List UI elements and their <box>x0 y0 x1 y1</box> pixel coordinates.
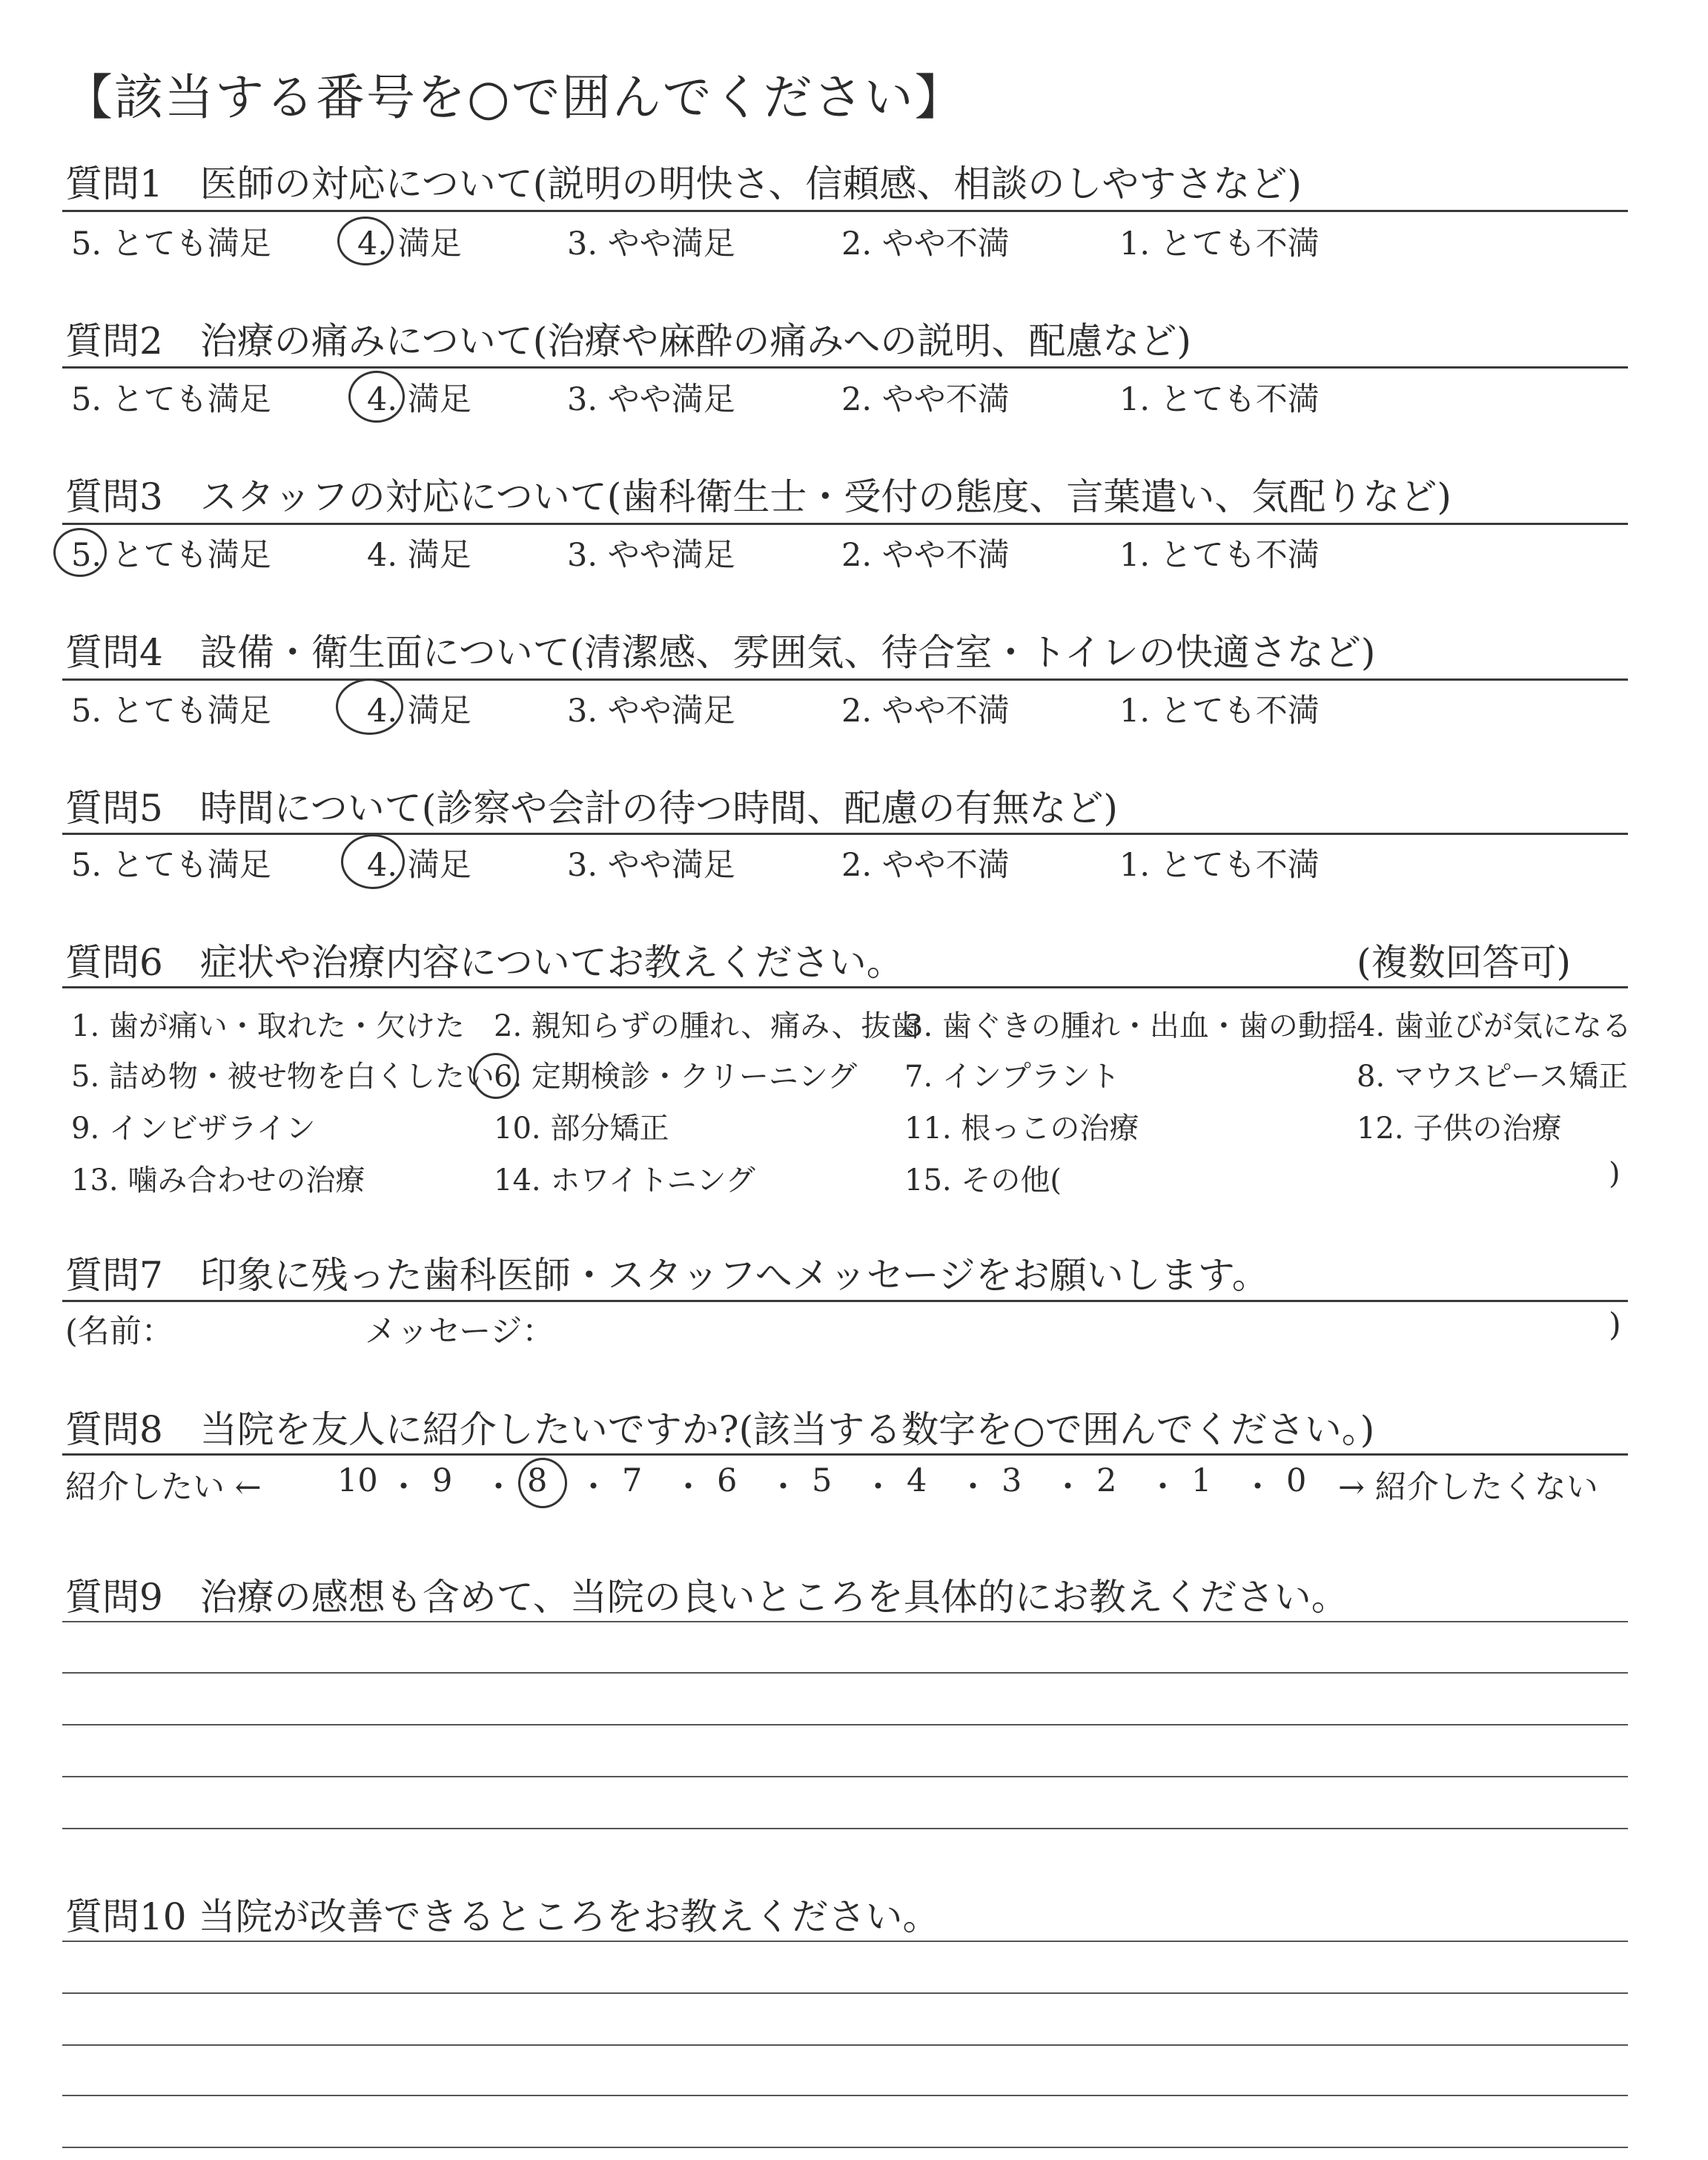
q8-scale-0[interactable]: 0 <box>1286 1462 1307 1499</box>
question-6-rule <box>62 986 1628 988</box>
q6-option-5[interactable]: 5. 詰め物・被せ物を白くしたい <box>71 1060 494 1094</box>
q8-scale-separator: ・ <box>577 1469 609 1506</box>
question-3-rule <box>62 523 1628 525</box>
q7-close-paren: ) <box>1609 1307 1621 1344</box>
q1-option-1[interactable]: 1. とても不満 <box>1119 225 1320 262</box>
q7-name-label[interactable]: (名前： <box>65 1313 173 1350</box>
q3-option-1[interactable]: 1. とても不満 <box>1119 537 1320 574</box>
question-3-heading: 質問3 スタッフの対応について(歯科衛生士・受付の態度、言葉遣い、気配りなど) <box>65 475 1452 518</box>
question-10-heading: 質問10 当院が改善できるところをお教えください。 <box>65 1895 940 1938</box>
question-8-rule <box>62 1453 1628 1456</box>
q6-option-14[interactable]: 14. ホワイトニング <box>494 1163 755 1198</box>
q1-option-5[interactable]: 5. とても満足 <box>71 225 271 262</box>
q10-line-1[interactable] <box>62 1941 1628 1942</box>
q5-option-4[interactable]: 4. 満足 <box>367 847 471 884</box>
q6-option-12[interactable]: 12. 子供の治療 <box>1357 1112 1562 1146</box>
question-7-heading: 質問7 印象に残った歯科医師・スタッフへメッセージをお願いします。 <box>65 1254 1269 1297</box>
q4-answer-circle <box>336 678 403 735</box>
question-9-heading: 質問9 治療の感想も含めて、当院の良いところを具体的にお教えください。 <box>65 1576 1348 1619</box>
q6-option-7[interactable]: 7. インプラント <box>904 1060 1120 1094</box>
question-8-heading: 質問8 当院を友人に紹介したいですか?(該当する数字を○で囲んでください。) <box>65 1408 1375 1451</box>
q4-option-1[interactable]: 1. とても不満 <box>1119 693 1320 730</box>
q8-scale-3[interactable]: 3 <box>1002 1462 1022 1499</box>
q1-option-4[interactable]: 4. 満足 <box>357 225 462 262</box>
q8-scale-6[interactable]: 6 <box>717 1462 738 1499</box>
q4-option-2[interactable]: 2. やや不満 <box>841 693 1010 730</box>
question-1-heading: 質問1 医師の対応について(説明の明快さ、信頼感、相談のしやすさなど) <box>65 162 1302 205</box>
q3-option-3[interactable]: 3. やや満足 <box>567 537 735 574</box>
q10-line-2[interactable] <box>62 1992 1628 1994</box>
q5-answer-circle <box>341 834 405 889</box>
q2-option-3[interactable]: 3. やや満足 <box>567 381 735 418</box>
q6-option-1[interactable]: 1. 歯が痛い・取れた・欠けた <box>71 1009 465 1043</box>
q6-option-15[interactable]: 15. その他( <box>904 1163 1062 1198</box>
q9-line-4[interactable] <box>62 1776 1628 1777</box>
q8-scale-1[interactable]: 1 <box>1191 1462 1212 1499</box>
q1-option-3[interactable]: 3. やや満足 <box>567 225 735 262</box>
q8-scale-2[interactable]: 2 <box>1096 1462 1117 1499</box>
q9-line-3[interactable] <box>62 1724 1628 1725</box>
q10-line-5[interactable] <box>62 2147 1628 2148</box>
q4-option-3[interactable]: 3. やや満足 <box>567 693 735 730</box>
q8-scale-separator: ・ <box>1147 1469 1179 1506</box>
q6-option-13[interactable]: 13. 噛み合わせの治療 <box>71 1163 365 1198</box>
question-4-rule <box>62 678 1628 681</box>
q3-answer-circle <box>53 528 107 577</box>
q5-option-5[interactable]: 5. とても満足 <box>71 847 271 884</box>
q9-line-5[interactable] <box>62 1828 1628 1829</box>
q8-scale-9[interactable]: 9 <box>432 1462 453 1499</box>
q8-scale-separator: ・ <box>957 1469 989 1506</box>
q2-answer-circle <box>348 371 405 423</box>
q8-scale-8[interactable]: 8 <box>527 1462 548 1499</box>
q5-option-1[interactable]: 1. とても不満 <box>1119 847 1320 884</box>
q8-scale-separator: ・ <box>862 1469 894 1506</box>
q6-answer-circle <box>473 1053 519 1099</box>
q1-answer-circle <box>337 217 394 265</box>
question-7-rule <box>62 1300 1628 1302</box>
q4-option-5[interactable]: 5. とても満足 <box>71 693 271 730</box>
q8-scale-separator: ・ <box>767 1469 799 1506</box>
q6-option-8[interactable]: 8. マウスピース矯正 <box>1357 1060 1629 1094</box>
q8-scale-separator: ・ <box>1242 1469 1274 1506</box>
q6-option-9[interactable]: 9. インビザライン <box>71 1112 316 1146</box>
question-6-heading: 質問6 症状や治療内容についてお教えください。 <box>65 941 904 984</box>
q2-option-2[interactable]: 2. やや不満 <box>841 381 1010 418</box>
q6-option-15-close: ) <box>1609 1157 1621 1191</box>
q3-option-2[interactable]: 2. やや不満 <box>841 537 1010 574</box>
question-1-rule <box>62 210 1628 212</box>
q8-scale-5[interactable]: 5 <box>812 1462 833 1499</box>
q8-scale-separator: ・ <box>672 1469 704 1506</box>
question-2-rule <box>62 366 1628 369</box>
q2-option-1[interactable]: 1. とても不満 <box>1119 381 1320 418</box>
q10-line-3[interactable] <box>62 2044 1628 2046</box>
q7-message-label[interactable]: メッセージ： <box>365 1313 555 1350</box>
q9-line-1[interactable] <box>62 1621 1628 1622</box>
q3-option-5[interactable]: 5. とても満足 <box>71 537 271 574</box>
q6-option-4[interactable]: 4. 歯並びが気になる <box>1357 1009 1632 1043</box>
question-6-note: (複数回答可) <box>1357 941 1572 984</box>
q6-option-2[interactable]: 2. 親知らずの腫れ、痛み、抜歯 <box>494 1009 921 1043</box>
q8-scale-separator: ・ <box>1052 1469 1084 1506</box>
question-5-rule <box>62 833 1628 835</box>
q8-scale-separator: ・ <box>388 1469 420 1506</box>
question-5-heading: 質問5 時間について(診察や会計の待つ時間、配慮の有無など) <box>65 787 1118 830</box>
q8-scale-4[interactable]: 4 <box>907 1462 927 1499</box>
q3-option-4[interactable]: 4. 満足 <box>367 537 471 574</box>
q8-left-label: 紹介したい ← <box>65 1469 262 1506</box>
q8-scale-7[interactable]: 7 <box>622 1462 643 1499</box>
q9-line-2[interactable] <box>62 1672 1628 1674</box>
q6-option-10[interactable]: 10. 部分矯正 <box>494 1112 669 1146</box>
q8-answer-circle <box>518 1458 567 1508</box>
question-4-heading: 質問4 設備・衛生面について(清潔感、雰囲気、待合室・トイレの快適さなど) <box>65 631 1376 674</box>
q5-option-2[interactable]: 2. やや不満 <box>841 847 1010 884</box>
q2-option-4[interactable]: 4. 満足 <box>367 381 471 418</box>
form-title: 【該当する番号を○で囲んでください】 <box>64 69 965 126</box>
q2-option-5[interactable]: 5. とても満足 <box>71 381 271 418</box>
q4-option-4[interactable]: 4. 満足 <box>367 693 471 730</box>
q1-option-2[interactable]: 2. やや不満 <box>841 225 1010 262</box>
question-2-heading: 質問2 治療の痛みについて(治療や麻酔の痛みへの説明、配慮など) <box>65 320 1191 363</box>
q5-option-3[interactable]: 3. やや満足 <box>567 847 735 884</box>
q10-line-4[interactable] <box>62 2095 1628 2096</box>
q6-option-6[interactable]: 6. 定期検診・クリーニング <box>494 1060 858 1094</box>
q8-scale-10[interactable]: 10 <box>337 1462 378 1499</box>
q6-option-11[interactable]: 11. 根っこの治療 <box>904 1112 1139 1146</box>
q8-right-label: → 紹介したくない <box>1338 1469 1598 1506</box>
q6-option-3[interactable]: 3. 歯ぐきの腫れ・出血・歯の動揺 <box>904 1009 1357 1043</box>
q8-scale-separator: ・ <box>483 1469 514 1506</box>
